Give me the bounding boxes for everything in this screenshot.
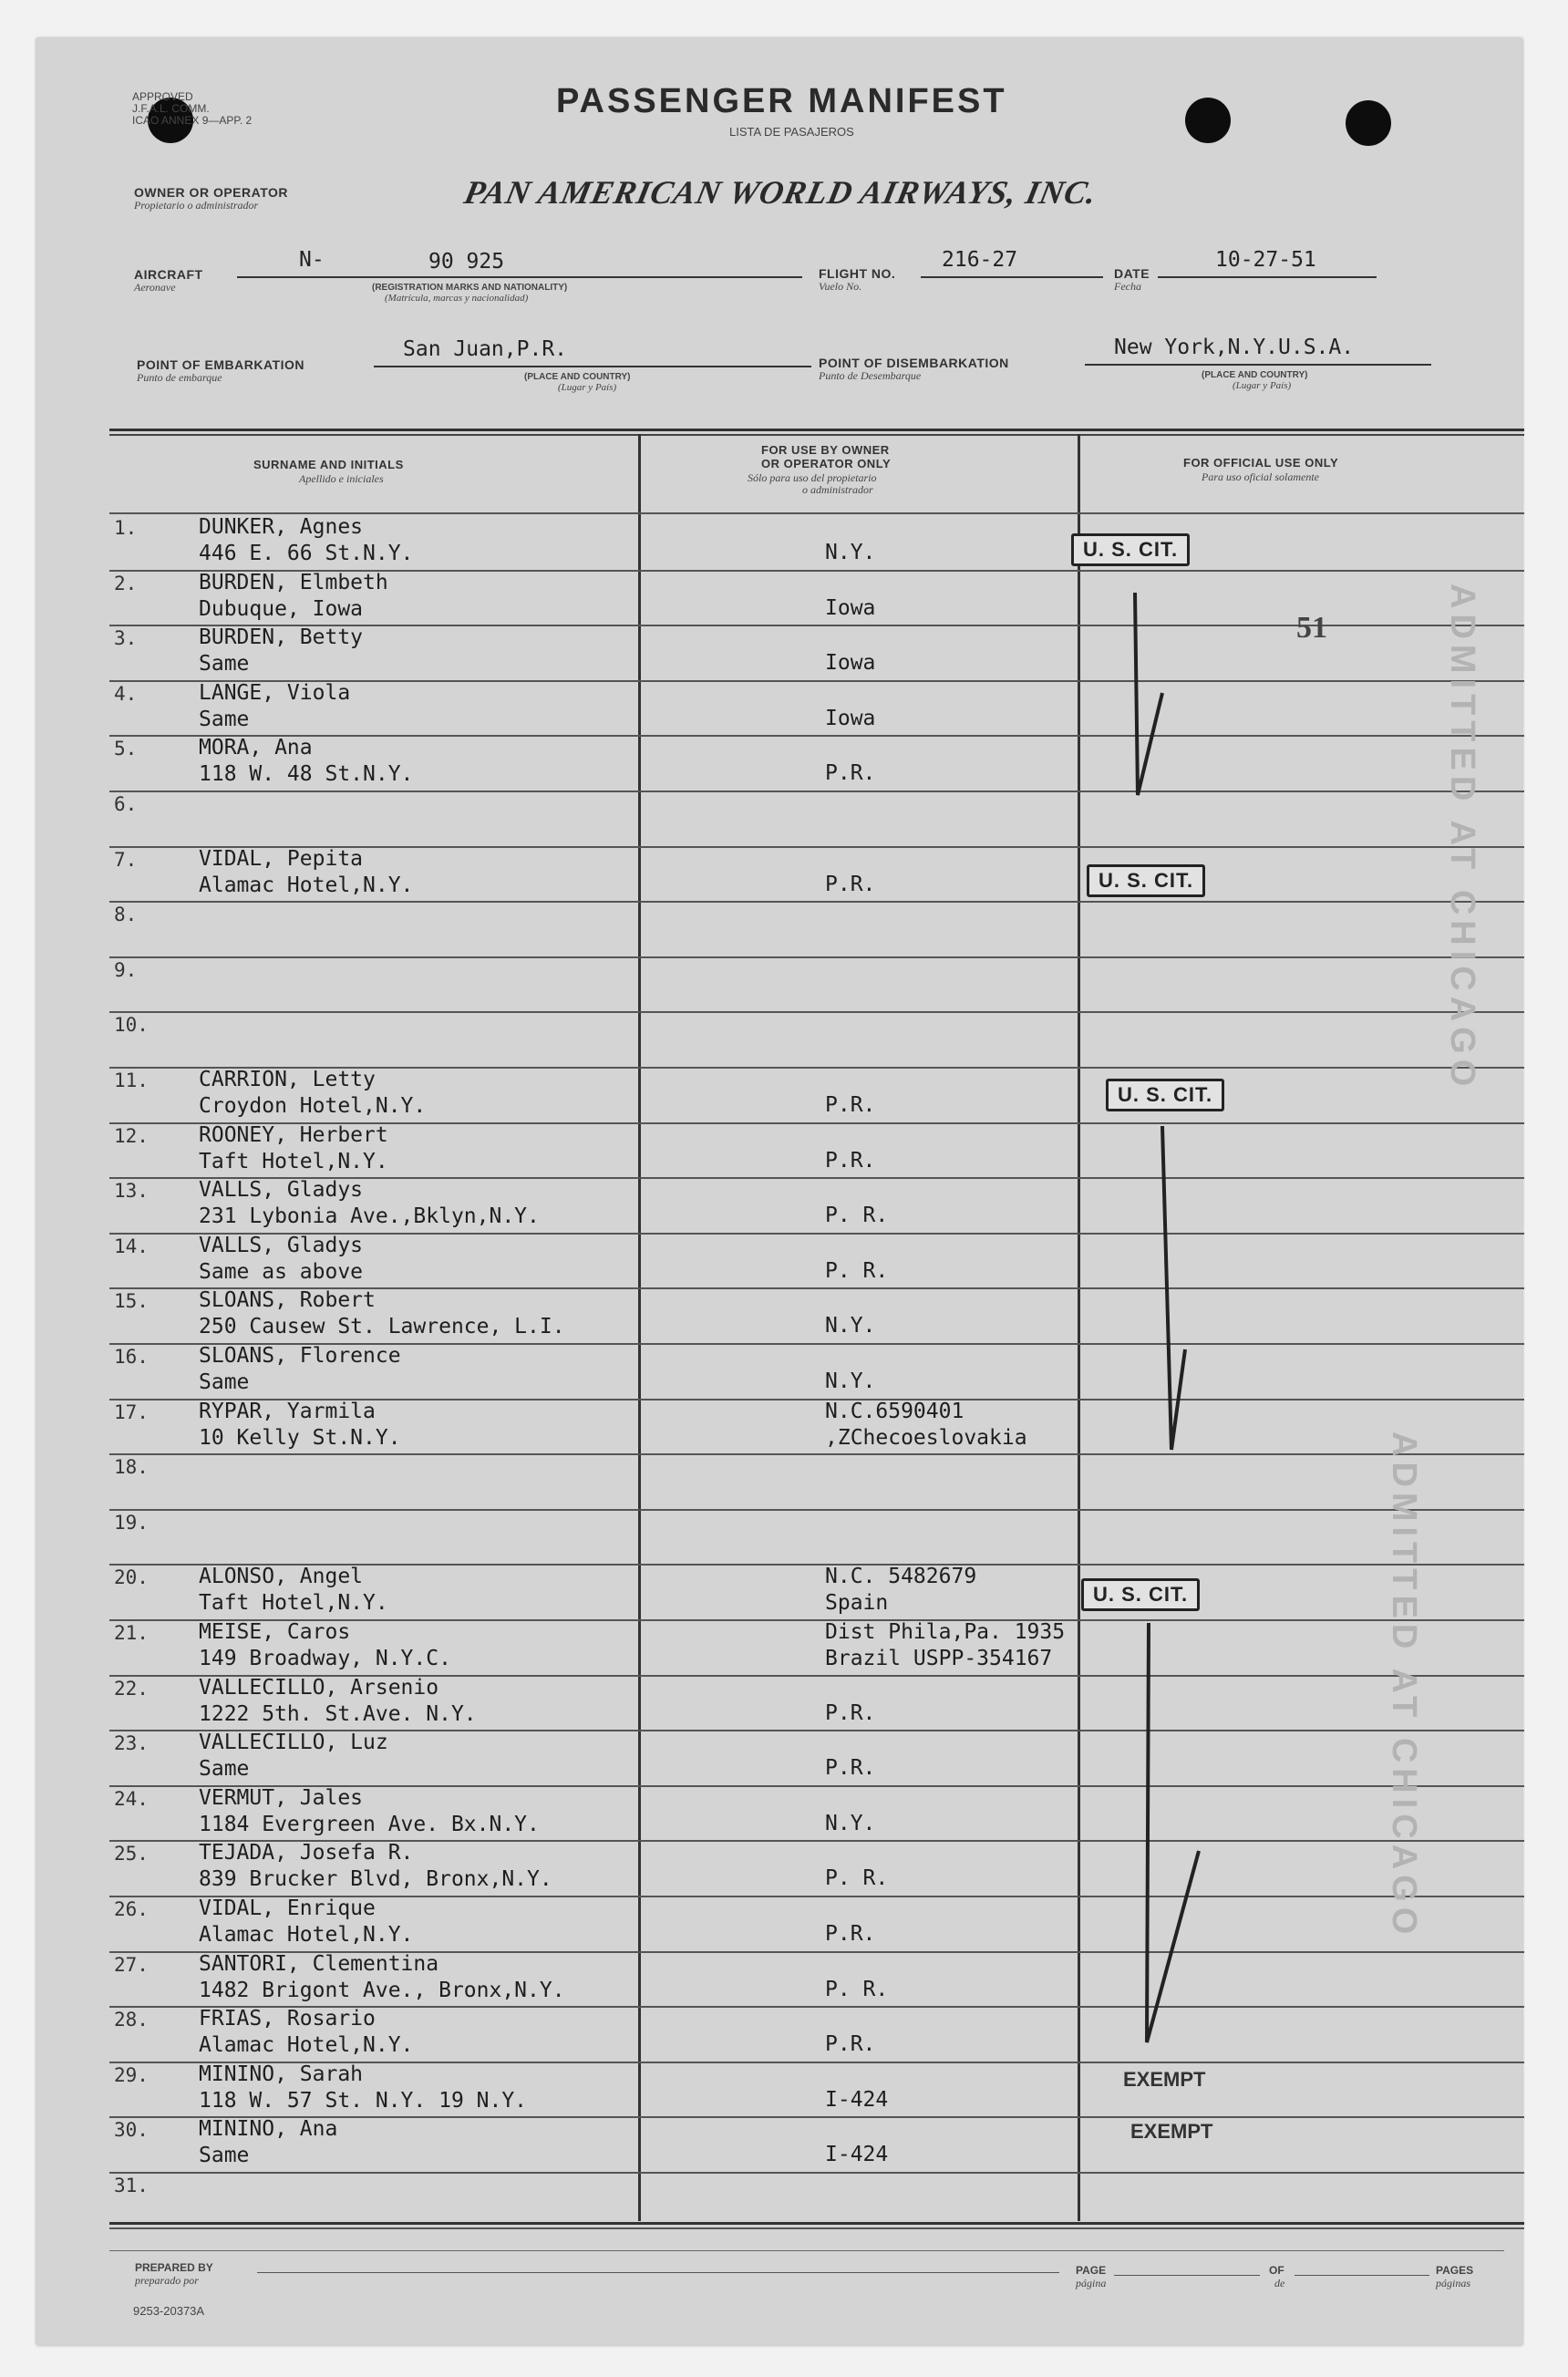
row-number: 4. — [114, 682, 138, 705]
passenger-address: 231 Lyboniа Ave.,Bklyn,N.Y. — [199, 1204, 540, 1229]
operator-entry: P. R. — [825, 1866, 889, 1891]
form-number: 9253-20373A — [133, 2304, 205, 2318]
passenger-name: MEISE, Caros — [199, 1620, 351, 1644]
owner-label: OWNER OR OPERATOR — [134, 185, 288, 200]
operator-entry: P.R. — [825, 2032, 876, 2057]
operator-entry: N.C.6590401 — [825, 1399, 965, 1423]
passenger-address: 149 Broadway, N.Y.C. — [199, 1647, 451, 1670]
operator-entry: I-424 — [825, 2087, 889, 2112]
operator-entry: Dist Phila,Pa. 1935 — [825, 1620, 1066, 1644]
page-line — [1114, 2275, 1260, 2276]
passenger-address: Taft Hotel,N.Y. — [199, 1591, 388, 1616]
header-bottom-rule — [109, 512, 1524, 514]
pages-label: PAGES — [1436, 2264, 1474, 2277]
us-citizen-stamp-2: U. S. CIT. — [1087, 864, 1205, 897]
passenger-address: Taft Hotel,N.Y. — [199, 1149, 388, 1173]
row-number: 7. — [114, 848, 138, 871]
passenger-address: 839 Brucker Blvd, Bronx,N.Y. — [199, 1867, 552, 1892]
operator-entry: Iowa — [825, 595, 876, 620]
passenger-address: 1222 5th. St.Ave. N.Y. — [199, 1701, 477, 1726]
row-number: 29. — [114, 2063, 149, 2086]
row-rule — [109, 956, 1524, 958]
exempt-stamp-2: EXEMPT — [1130, 2120, 1213, 2143]
airline-name: PAN AMERICAN WORLD AIRWAYS, INC. — [460, 174, 1101, 211]
faint-admitted-stamp-1: ADMITTED AT CHICAGO — [1443, 584, 1481, 1092]
passenger-address: Same — [199, 1370, 250, 1394]
embarkation-caption: (PLACE AND COUNTRY) — [524, 372, 631, 382]
punch-hole-middle — [1185, 98, 1231, 143]
faint-admitted-stamp-2: ADMITTED AT CHICAGO — [1385, 1431, 1423, 1940]
flight-label: FLIGHT NO. — [819, 266, 896, 281]
flight-label-sub: Vuelo No. — [819, 280, 862, 293]
registration-value: 90 925 — [428, 250, 505, 274]
footer-rule — [109, 2250, 1504, 2251]
passenger-address: 118 W. 48 St.N.Y. — [199, 762, 414, 787]
passenger-address: Same — [199, 2144, 250, 2168]
row-number: 27. — [114, 1953, 149, 1976]
row-number: 5. — [114, 738, 138, 760]
disembarkation-label: POINT OF DISEMBARKATION — [819, 356, 1009, 370]
passenger-address: 10 Kelly St.N.Y. — [199, 1425, 401, 1450]
date-label-sub: Fecha — [1114, 280, 1141, 293]
operator-entry: N.C. 5482679 — [825, 1565, 977, 1589]
row-rule — [109, 901, 1524, 903]
row-number: 9. — [114, 958, 138, 981]
row-number: 21. — [114, 1622, 149, 1644]
of-sub: de — [1274, 2277, 1285, 2289]
approval-line-3: ICAO ANNEX 9—APP. 2 — [132, 114, 253, 127]
operator-entry: P.R. — [825, 1093, 876, 1117]
row-rule — [109, 2172, 1524, 2174]
row-number: 6. — [114, 793, 138, 815]
column-header-operator-sub2: o administrador — [802, 483, 873, 496]
row-number: 19. — [114, 1511, 149, 1534]
row-number: 2. — [114, 572, 138, 594]
passenger-address: 118 W. 57 St. N.Y. 19 N.Y. — [199, 2088, 528, 2113]
disembarkation-underline — [1085, 364, 1431, 366]
aircraft-label-sub: Aeronave — [134, 281, 176, 294]
passenger-name: TEJADA, Josefa R. — [199, 1841, 414, 1865]
operator-entry: P. R. — [825, 1977, 889, 2001]
disembarkation-label-sub: Punto de Desembarque — [819, 369, 922, 382]
column-header-operator-1: FOR USE BY OWNER — [761, 443, 890, 457]
operator-entry: I-424 — [825, 2143, 889, 2167]
row-number: 3. — [114, 627, 138, 650]
passenger-name: VALLECILLO, Luz — [199, 1731, 388, 1755]
passenger-name: MORA, Ana — [199, 736, 313, 760]
operator-entry-2: Spain — [825, 1591, 889, 1616]
operator-entry: N.Y. — [825, 1314, 876, 1338]
passenger-name: FRIAS, Rosario — [199, 2007, 376, 2031]
official-number: 51 — [1296, 611, 1327, 645]
row-number: 31. — [114, 2175, 149, 2196]
us-citizen-stamp-3: U. S. CIT. — [1106, 1079, 1224, 1111]
approval-note — [132, 91, 252, 127]
passenger-address: Same — [199, 1757, 250, 1782]
row-number: 1. — [114, 517, 138, 539]
row-number: 22. — [114, 1677, 149, 1700]
column-header-official-sub: Para uso oficial solamente — [1202, 470, 1319, 483]
passenger-name: VALLECILLO, Arsenio — [199, 1675, 439, 1700]
passenger-name: LANGE, Viola — [199, 680, 351, 705]
passenger-name: VALLS, Gladys — [199, 1178, 364, 1203]
us-citizen-stamp-1: U. S. CIT. — [1071, 533, 1190, 566]
row-number: 30. — [114, 2119, 149, 2142]
passenger-name: BURDEN, Betty — [199, 625, 364, 650]
row-number: 8. — [114, 904, 138, 926]
disembarkation-value: New York,N.Y.U.S.A. — [1114, 336, 1355, 359]
operator-entry: N.Y. — [825, 541, 876, 564]
embarkation-label-sub: Punto de embarque — [137, 371, 222, 384]
passenger-address: Same — [199, 707, 250, 731]
registration-underline — [237, 276, 802, 278]
row-number: 14. — [114, 1235, 149, 1257]
row-rule — [109, 1011, 1524, 1013]
disembarkation-caption-sub: (Lugar y País) — [1233, 380, 1292, 391]
passenger-address: Alamac Hotel,N.Y. — [199, 873, 414, 897]
table-top-rule — [109, 429, 1524, 431]
disembarkation-caption: (PLACE AND COUNTRY) — [1202, 370, 1308, 380]
passenger-address: Croydon Hotel,N.Y. — [199, 1094, 427, 1118]
punch-hole-right — [1346, 100, 1391, 146]
aircraft-prefix: N- — [299, 248, 325, 272]
passenger-address: 250 Causew St. Lawrence, L.I. — [199, 1315, 565, 1339]
embarkation-label: POINT OF EMBARKATION — [137, 357, 304, 372]
column-header-surname-sub: Apellido e iniciales — [299, 472, 384, 485]
passenger-name: MININO, Ana — [199, 2117, 338, 2142]
approval-line-2: J.F.A.L. COMM. — [132, 102, 210, 115]
passenger-name: ROONEY, Herbert — [199, 1122, 388, 1147]
operator-entry: P.R. — [825, 1756, 876, 1781]
passenger-name: SLOANS, Robert — [199, 1288, 376, 1313]
exempt-stamp-1: EXEMPT — [1123, 2068, 1206, 2091]
row-rule — [109, 1509, 1524, 1511]
column-header-operator-sub1: Sólo para uso del propietario — [748, 471, 877, 484]
operator-entry: N.Y. — [825, 1369, 876, 1393]
page-subtitle: LISTA DE PASAJEROS — [729, 125, 854, 139]
operator-entry: P.R. — [825, 1922, 876, 1946]
passenger-name: VERMUT, Jales — [199, 1785, 364, 1810]
passenger-name: VIDAL, Enrique — [199, 1896, 376, 1920]
row-number: 25. — [114, 1843, 149, 1865]
flight-number: 216-27 — [942, 248, 1018, 272]
table-bottom-rule — [109, 2222, 1524, 2225]
date-underline — [1158, 276, 1377, 278]
row-number: 28. — [114, 2009, 149, 2031]
passenger-name: CARRION, Letty — [199, 1068, 376, 1091]
passenger-address: 1184 Evergreen Ave. Bx.N.Y. — [199, 1812, 540, 1836]
passenger-name: MININO, Sarah — [199, 2062, 364, 2086]
row-number: 26. — [114, 1898, 149, 1920]
passenger-name: BURDEN, Elmbeth — [199, 570, 388, 594]
row-number: 20. — [114, 1566, 149, 1589]
row-number: 17. — [114, 1400, 149, 1423]
column-header-official: FOR OFFICIAL USE ONLY — [1183, 456, 1339, 470]
flight-underline — [921, 276, 1103, 278]
row-number: 24. — [114, 1787, 149, 1810]
registration-caption-sub: (Matrícula, marcas y nacionalidad) — [385, 293, 529, 304]
passenger-name: SLOANS, Florence — [199, 1344, 401, 1368]
passenger-address: Alamac Hotel,N.Y. — [199, 1923, 414, 1947]
of-line — [1295, 2275, 1429, 2276]
page-label: PAGE — [1076, 2264, 1107, 2277]
check-mark-1 — [1135, 593, 1162, 795]
operator-entry: P.R. — [825, 1148, 876, 1173]
column-header-surname: SURNAME AND INITIALS — [253, 458, 404, 471]
row-number: 18. — [114, 1456, 149, 1479]
row-number: 16. — [114, 1346, 149, 1368]
table-top-rule-2 — [109, 434, 1524, 436]
check-mark-3 — [1147, 1623, 1199, 2042]
approval-line-1: APPROVED — [132, 90, 193, 103]
passenger-name: VIDAL, Pepita — [199, 846, 364, 871]
operator-entry-2: ,ZChecoeslovakia — [825, 1425, 1027, 1450]
row-number: 15. — [114, 1290, 149, 1313]
passenger-address: 1482 Brigont Ave., Bronx,N.Y. — [199, 1978, 565, 2002]
row-number: 13. — [114, 1180, 149, 1203]
operator-entry: N.Y. — [825, 1811, 876, 1835]
passenger-address: Same — [199, 652, 250, 677]
embarkation-underline — [374, 366, 811, 367]
column-header-operator-2: OR OPERATOR ONLY — [761, 457, 892, 470]
operator-entry: Iowa — [825, 651, 876, 676]
passenger-name: VALLS, Gladys — [199, 1233, 364, 1257]
pages-sub: páginas — [1436, 2277, 1471, 2289]
operator-entry: P.R. — [825, 1700, 876, 1725]
prepared-by-line — [257, 2272, 1059, 2273]
operator-entry-2: Brazil USPP-354167 — [825, 1647, 1053, 1670]
passenger-address: Dubuque, Iowa — [199, 596, 364, 621]
passenger-address: Same as above — [199, 1259, 364, 1284]
row-rule — [109, 1453, 1524, 1455]
row-number: 11. — [114, 1070, 149, 1091]
operator-entry: P.R. — [825, 761, 876, 786]
row-number: 23. — [114, 1732, 149, 1755]
row-number: 10. — [114, 1014, 149, 1037]
registration-caption: (REGISTRATION MARKS AND NATIONALITY) — [372, 283, 568, 293]
passenger-name: ALONSO, Angel — [199, 1565, 364, 1589]
passenger-name: DUNKER, Agnes — [199, 515, 364, 539]
prepared-by-label: PREPARED BY — [135, 2261, 213, 2274]
passenger-address: Alamac Hotel,N.Y. — [199, 2033, 414, 2058]
passenger-name: RYPAR, Yarmila — [199, 1399, 376, 1423]
row-number: 12. — [114, 1124, 149, 1147]
passenger-name: SANTORI, Clementina — [199, 1951, 439, 1976]
operator-entry: P.R. — [825, 872, 876, 896]
check-marks — [1076, 547, 1258, 2051]
check-mark-2 — [1162, 1126, 1185, 1450]
of-label: OF — [1269, 2264, 1284, 2277]
row-rule — [109, 2227, 1524, 2229]
page-sub: página — [1076, 2277, 1107, 2289]
page-title: PASSENGER MANIFEST — [556, 82, 1007, 120]
us-citizen-stamp-4: U. S. CIT. — [1081, 1578, 1200, 1611]
column-divider-1 — [638, 434, 641, 2221]
owner-label-sub: Propietario o administrador — [134, 199, 259, 212]
date-label: DATE — [1114, 266, 1150, 281]
prepared-by-sub: preparado por — [135, 2274, 199, 2287]
operator-entry: P. R. — [825, 1258, 889, 1283]
embarkation-value: San Juan,P.R. — [403, 337, 568, 361]
flight-date: 10-27-51 — [1215, 248, 1316, 272]
row-rule — [109, 735, 1524, 737]
passenger-address: 446 E. 66 St.N.Y. — [199, 542, 414, 565]
embarkation-caption-sub: (Lugar y País) — [558, 382, 617, 393]
operator-entry: P. R. — [825, 1204, 889, 1228]
row-rule — [109, 791, 1524, 792]
aircraft-label: AIRCRAFT — [134, 267, 203, 282]
operator-entry: Iowa — [825, 706, 876, 730]
